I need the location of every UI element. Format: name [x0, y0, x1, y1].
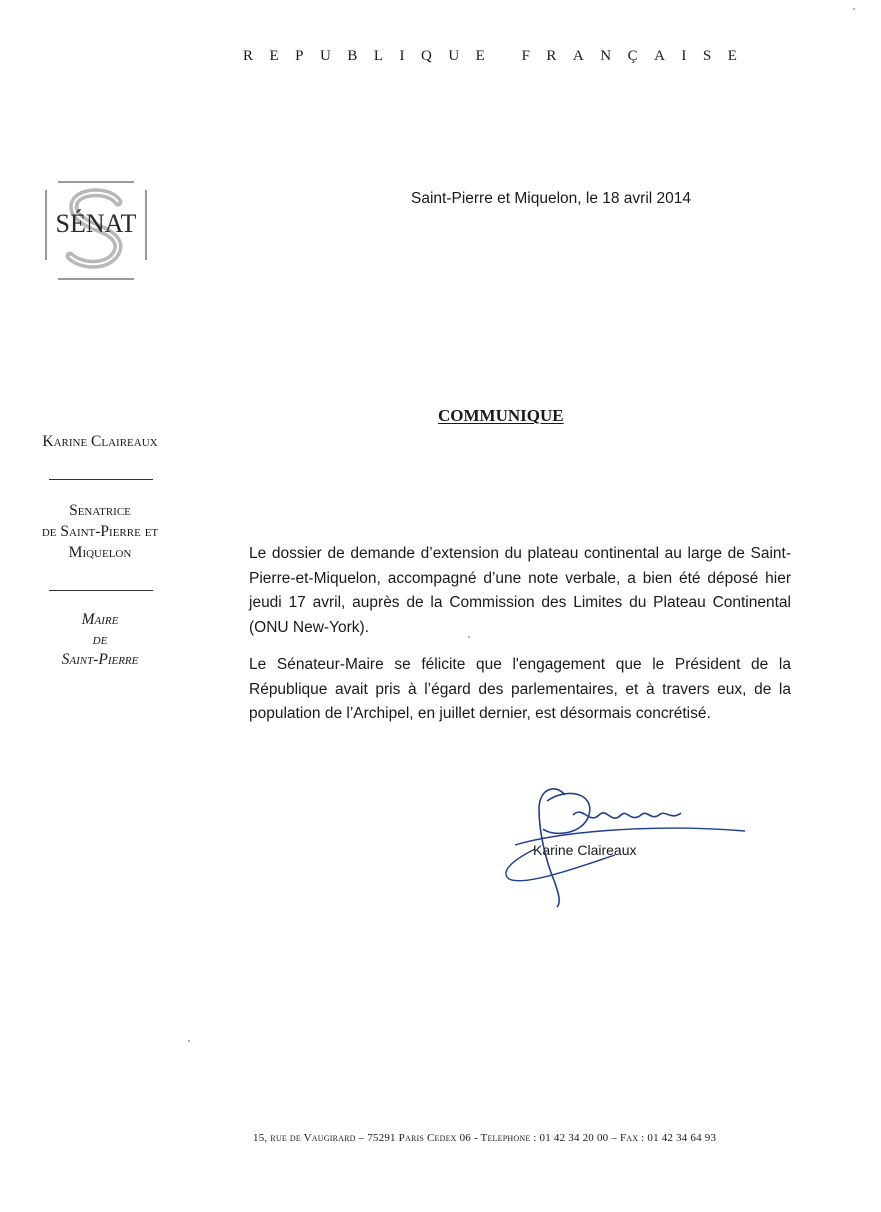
date-line: Saint-Pierre et Miquelon, le 18 avril 2014: [411, 190, 692, 207]
sidebar-mayor-line: Saint-Pierre: [61, 651, 139, 668]
sidebar-role-line: de Saint-Pierre et: [41, 523, 159, 540]
scan-speck: [853, 8, 855, 10]
scan-speck: [188, 1040, 190, 1042]
communique-heading: COMMUNIQUE: [438, 406, 564, 425]
senat-logo: [40, 180, 150, 280]
scan-speck: [468, 636, 470, 638]
sidebar-role-line: Miquelon: [68, 544, 132, 561]
sidebar-divider: [49, 590, 153, 591]
sidebar-mayor: [30, 610, 170, 670]
sidebar-role: [30, 500, 170, 563]
sidebar-name: Karine Claireaux: [42, 433, 158, 450]
sidebar-divider: [49, 479, 153, 480]
republic-header: REPUBLIQUE FRANÇAISE: [243, 48, 754, 64]
senat-logo-text: SÉNAT: [55, 209, 137, 238]
senat-logo-graphic: [40, 180, 150, 280]
signature-name: Karine Claireaux: [533, 842, 637, 858]
sidebar-mayor-line: de: [92, 631, 108, 648]
sidebar-role-line: Senatrice: [69, 502, 131, 519]
sidebar-mayor-line: Maire: [81, 611, 119, 628]
body-paragraph: Le Sénateur-Maire se félicite que l'engagement que le Président de la République avait pris à l’égard des parlementaires, et à travers eux, de la population de l’Archipel, en juillet dernier, est désormais concrétisé.: [249, 656, 791, 722]
body-paragraph: Le dossier de demande d’extension du plateau continental au large de Saint-Pierre-et-Miquelon, accompagné d’une note verbale, a bien été déposé hier jeudi 17 avril, auprès de la Commission des Limites du Plateau Continental (ONU New-York).: [249, 545, 791, 636]
footer-address: 15, rue de Vaugirard – 75291 Paris Cedex 06 - Telephone : 01 42 34 20 00 – Fax : 01 42 34 64 93: [253, 1132, 717, 1144]
